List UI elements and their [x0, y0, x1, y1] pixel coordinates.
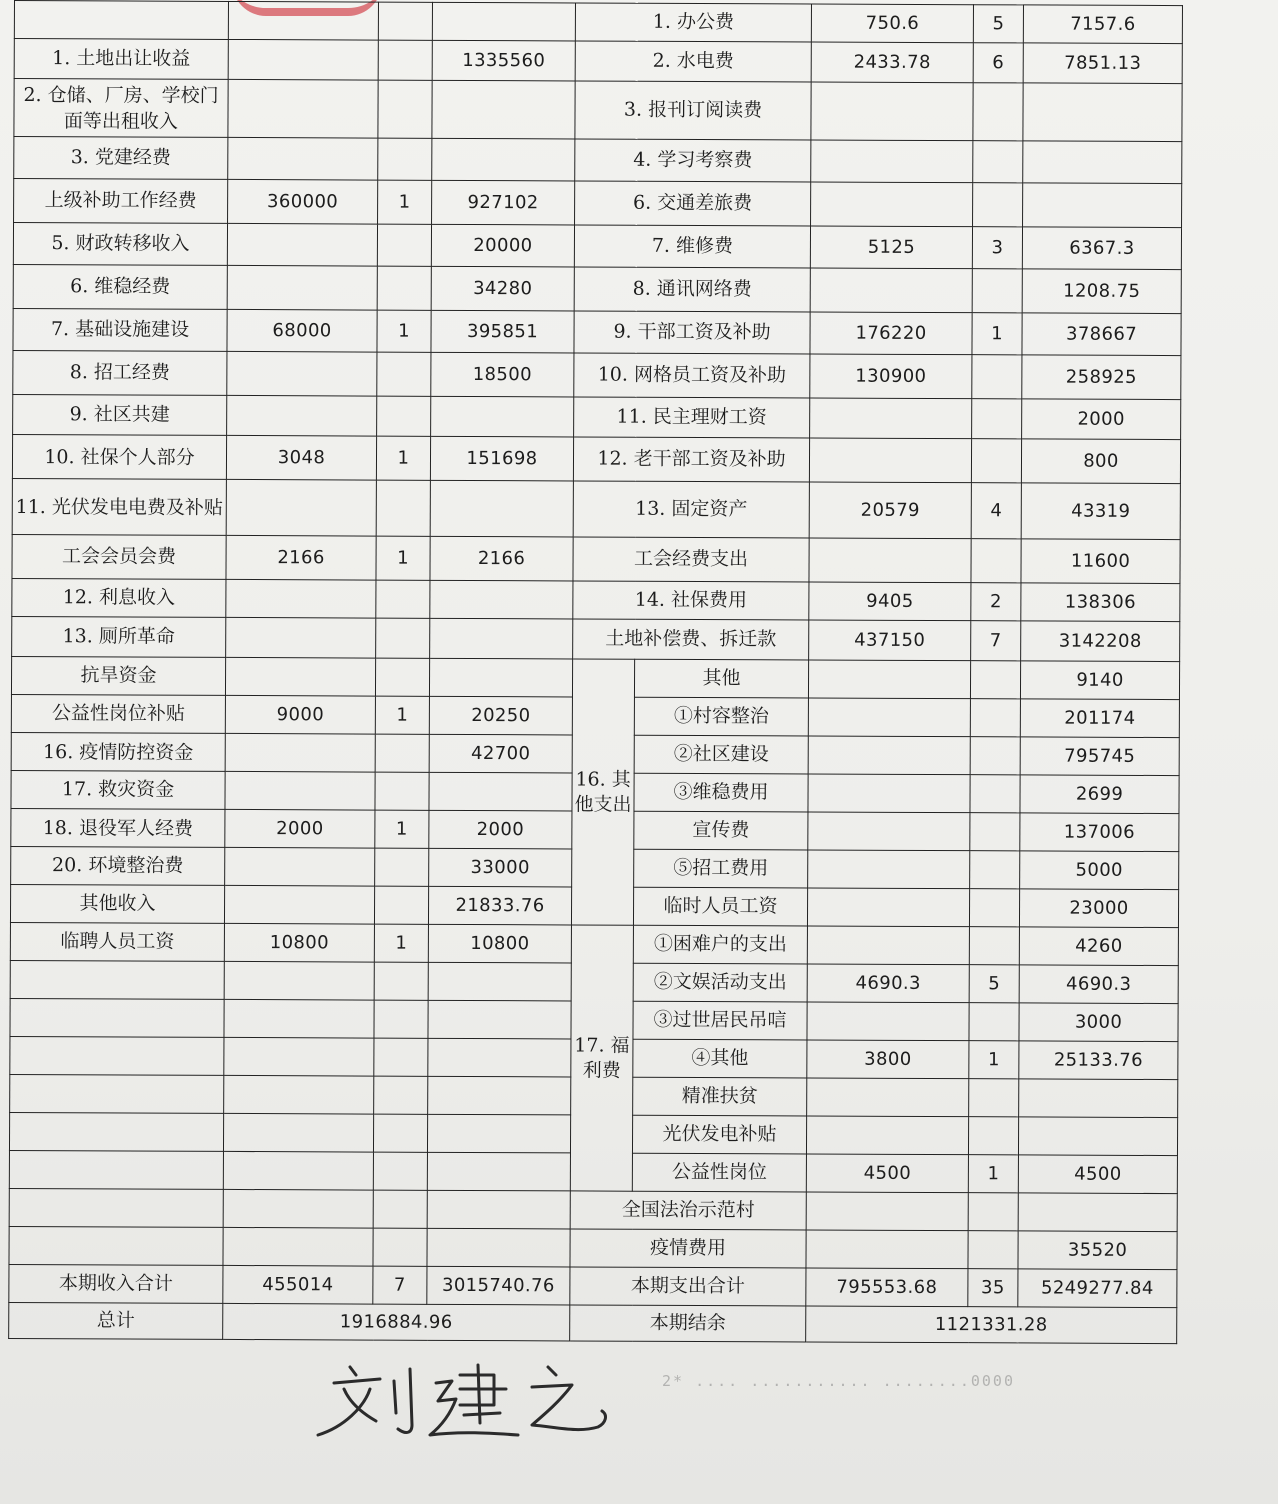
expense-group-label: 17. 福利费	[570, 925, 633, 1191]
income-cumulative-amount: 20000	[431, 224, 574, 267]
expense-total-amount: 795553.68	[806, 1268, 968, 1307]
income-cumulative-amount: 395851	[431, 310, 574, 353]
expense-voucher-count: 4	[971, 483, 1021, 539]
expense-cumulative-amount: 2000	[1022, 399, 1181, 440]
expense-current-amount: 5125	[810, 226, 972, 269]
income-item-label: 2. 仓储、厂房、学校门面等出租收入	[14, 79, 228, 138]
income-current-amount	[225, 847, 375, 886]
expense-cumulative-amount: 3142208	[1021, 621, 1180, 662]
income-voucher-count: 1	[375, 696, 429, 734]
income-current-amount: 3048	[226, 435, 376, 480]
income-total-cumulative: 3015740.76	[427, 1266, 570, 1305]
expense-item-label: 工会经费支出	[573, 537, 809, 582]
income-voucher-count	[373, 1228, 427, 1266]
expense-current-amount	[808, 812, 970, 851]
expense-voucher-count	[969, 927, 1019, 965]
expense-voucher-count	[970, 699, 1020, 737]
table-row	[12, 578, 1180, 621]
table-row	[14, 179, 1182, 228]
expense-cumulative-amount: 5000	[1020, 851, 1179, 890]
income-expense-table	[8, 0, 1183, 1344]
expense-current-amount	[810, 268, 972, 313]
income-current-amount	[228, 79, 378, 138]
income-item-label	[9, 1226, 223, 1265]
table-row	[9, 1188, 1177, 1231]
expense-current-amount	[810, 398, 972, 439]
table-row	[12, 434, 1180, 483]
expense-voucher-count	[970, 737, 1020, 775]
income-item-label: 6. 维稳经费	[13, 264, 227, 309]
income-cumulative-amount: 21833.76	[428, 886, 571, 925]
income-current-amount	[226, 479, 376, 536]
expense-voucher-count	[972, 399, 1022, 439]
expense-voucher-count: 5	[969, 965, 1019, 1003]
income-item-label	[9, 1112, 223, 1151]
expense-item-label: 13. 固定资产	[573, 481, 809, 538]
income-cumulative-amount	[428, 962, 571, 1001]
income-voucher-count: 1	[376, 436, 430, 480]
expense-cumulative-amount: 378667	[1022, 313, 1181, 356]
expense-voucher-count	[969, 889, 1019, 927]
income-voucher-count	[376, 480, 430, 536]
expense-item-label: 3. 报刊订阅读费	[575, 81, 811, 140]
expense-cumulative-amount: 6367.3	[1022, 227, 1181, 270]
expense-item-label: 10. 网格员工资及补助	[574, 353, 810, 398]
expense-item-label: 疫情费用	[570, 1229, 806, 1268]
expense-subitem-label: 其他	[634, 659, 808, 698]
table-row	[14, 39, 1182, 84]
expense-current-amount	[808, 850, 970, 889]
income-voucher-count	[375, 734, 429, 772]
income-cumulative-amount: 927102	[432, 180, 575, 225]
expense-item-label: 全国法治示范村	[570, 1191, 806, 1230]
income-item-label: 18. 退役军人经费	[11, 808, 225, 847]
income-item-label: 16. 疫情防控资金	[11, 732, 225, 771]
income-current-amount	[228, 137, 378, 180]
expense-voucher-count: 1	[969, 1041, 1019, 1079]
income-cumulative-amount	[430, 480, 573, 537]
income-item-label: 抗旱资金	[11, 656, 225, 695]
expense-cumulative-amount: 3000	[1019, 1003, 1178, 1042]
income-current-amount	[224, 961, 374, 1000]
income-cumulative-amount: 42700	[429, 734, 572, 773]
expense-current-amount	[811, 82, 973, 141]
income-total-label: 本期收入合计	[9, 1264, 223, 1303]
expense-voucher-count	[969, 1079, 1019, 1117]
expense-cumulative-amount: 138306	[1021, 583, 1180, 622]
expense-voucher-count	[973, 141, 1023, 183]
income-current-amount: 360000	[228, 179, 378, 224]
expense-current-amount: 20579	[809, 482, 971, 539]
expense-current-amount	[809, 538, 971, 583]
grand-total-row	[9, 1302, 1177, 1343]
expense-item-label: 11. 民主理财工资	[574, 397, 810, 438]
expense-total-cumulative: 5249277.84	[1018, 1269, 1177, 1308]
income-item-label: 5. 财政转移收入	[13, 223, 227, 266]
income-item-label: 12. 利息收入	[12, 578, 226, 617]
expense-total-label: 本期支出合计	[570, 1267, 806, 1306]
expense-cumulative-amount	[1023, 183, 1182, 228]
income-cumulative-amount	[429, 658, 572, 697]
expense-cumulative-amount: 800	[1021, 439, 1180, 484]
expense-subitem-label: ①困难户的支出	[633, 925, 807, 964]
income-voucher-count	[373, 1114, 427, 1152]
income-item-label	[10, 960, 224, 999]
expense-item-label: 2. 水电费	[575, 41, 811, 82]
expense-cumulative-amount: 4500	[1018, 1155, 1177, 1194]
income-item-label	[10, 998, 224, 1037]
expense-voucher-count: 3	[972, 227, 1022, 269]
income-current-amount	[228, 39, 378, 80]
expense-cumulative-amount: 4260	[1019, 927, 1178, 966]
income-voucher-count	[378, 2, 432, 40]
income-current-amount	[225, 733, 375, 772]
income-cumulative-amount	[432, 2, 575, 41]
expense-current-amount	[809, 438, 971, 483]
income-current-amount	[227, 351, 377, 396]
expense-voucher-count	[970, 775, 1020, 813]
expense-subitem-label: ⑤招工费用	[634, 849, 808, 888]
expense-current-amount	[806, 1116, 968, 1155]
income-cumulative-amount	[429, 772, 572, 811]
expense-subitem-label: ①村容整治	[634, 697, 808, 736]
income-total-amount: 455014	[223, 1265, 373, 1304]
income-item-label: 公益性岗位补贴	[11, 694, 225, 733]
expense-subitem-label: 宣传费	[634, 811, 808, 850]
table-row	[14, 1, 1182, 44]
balance-label: 本期结余	[570, 1305, 806, 1342]
income-item-label	[9, 1188, 223, 1227]
expense-voucher-count	[973, 83, 1023, 141]
table-row	[9, 1226, 1177, 1269]
expense-cumulative-amount: 25133.76	[1019, 1041, 1178, 1080]
income-item-label: 其他收入	[10, 884, 224, 923]
income-voucher-count: 1	[375, 810, 429, 848]
expense-cumulative-amount	[1018, 1117, 1177, 1156]
expense-cumulative-amount: 1208.75	[1022, 269, 1181, 314]
expense-subitem-label: ③过世居民吊唁	[633, 1001, 807, 1040]
income-cumulative-amount: 151698	[430, 436, 573, 481]
income-cumulative-amount	[430, 618, 573, 659]
income-cumulative-amount	[428, 1038, 571, 1077]
expense-cumulative-amount: 11600	[1021, 539, 1180, 584]
expense-current-amount: 3800	[807, 1040, 969, 1079]
income-current-amount	[224, 1037, 374, 1076]
expense-cumulative-amount	[1019, 1079, 1178, 1118]
income-voucher-count	[374, 1076, 428, 1114]
expense-cumulative-amount	[1023, 141, 1182, 184]
table-row	[12, 616, 1180, 661]
income-current-amount	[225, 771, 375, 810]
income-voucher-count	[378, 40, 432, 80]
expense-current-amount	[806, 1230, 968, 1269]
expense-voucher-count	[969, 1003, 1019, 1041]
expense-voucher-count	[968, 1117, 1018, 1155]
expense-cumulative-amount: 43319	[1021, 483, 1180, 540]
income-voucher-count	[375, 772, 429, 810]
income-current-amount: 2166	[226, 535, 376, 580]
income-voucher-count	[377, 224, 431, 266]
income-current-amount	[226, 617, 376, 658]
income-item-label: 1. 土地出让收益	[14, 39, 228, 80]
expense-item-label: 9. 干部工资及补助	[574, 311, 810, 354]
expense-current-amount	[808, 660, 970, 699]
handwritten-signature	[310, 1355, 610, 1445]
expense-subitem-label: 精准扶贫	[633, 1077, 807, 1116]
expense-current-amount: 4500	[806, 1154, 968, 1193]
period-total-row	[9, 1264, 1177, 1307]
income-cumulative-amount	[427, 1114, 570, 1153]
income-item-label: 临聘人员工资	[10, 922, 224, 961]
table-row	[13, 223, 1181, 270]
income-item-label: 工会会员会费	[12, 534, 226, 579]
income-voucher-count	[377, 266, 431, 310]
expense-cumulative-amount: 795745	[1020, 737, 1179, 776]
income-voucher-count	[377, 396, 431, 436]
expense-cumulative-amount: 201174	[1020, 699, 1179, 738]
expense-cumulative-amount	[1018, 1193, 1177, 1232]
income-voucher-count: 1	[377, 310, 431, 352]
income-cumulative-amount	[430, 580, 573, 619]
income-current-amount: 2000	[225, 809, 375, 848]
income-voucher-count	[374, 1038, 428, 1076]
expense-current-amount: 130900	[810, 354, 972, 399]
table-row	[10, 922, 1178, 965]
expense-current-amount: 750.6	[811, 4, 973, 43]
income-current-amount	[224, 1075, 374, 1114]
expense-item-label: 7. 维修费	[574, 225, 810, 268]
expense-voucher-count	[968, 1231, 1018, 1269]
table-row	[13, 264, 1181, 313]
income-current-amount: 10800	[224, 923, 374, 962]
income-current-amount	[227, 395, 377, 436]
income-item-label	[10, 1074, 224, 1113]
expense-voucher-count: 7	[971, 621, 1021, 661]
income-cumulative-amount	[427, 1190, 570, 1229]
income-voucher-count: 1	[378, 180, 432, 224]
table-row	[13, 350, 1181, 399]
income-current-amount	[223, 1113, 373, 1152]
balance-value: 1121331.28	[806, 1306, 1177, 1344]
expense-current-amount: 437150	[809, 620, 971, 661]
expense-current-amount	[807, 926, 969, 965]
income-item-label: 13. 厕所革命	[12, 616, 226, 657]
grand-total-value: 1916884.96	[223, 1303, 570, 1341]
income-cumulative-amount	[427, 1152, 570, 1191]
table-row	[13, 394, 1181, 439]
expense-cumulative-amount	[1023, 83, 1182, 142]
expense-subitem-label: ②社区建设	[634, 735, 808, 774]
income-current-amount	[224, 999, 374, 1038]
income-item-label: 11. 光伏发电电费及补贴	[12, 478, 226, 535]
income-cumulative-amount: 2000	[429, 810, 572, 849]
income-item-label: 8. 招工经费	[13, 350, 227, 395]
expense-subitem-label: ③维稳费用	[634, 773, 808, 812]
income-current-amount	[228, 1, 378, 40]
income-cumulative-amount	[432, 138, 575, 181]
expense-voucher-count	[972, 355, 1022, 399]
expense-item-label: 6. 交通差旅费	[575, 181, 811, 226]
expense-subitem-label: ④其他	[633, 1039, 807, 1078]
income-item-label: 10. 社保个人部分	[12, 434, 226, 479]
income-current-amount	[227, 265, 377, 310]
expense-current-amount	[808, 736, 970, 775]
expense-total-count: 35	[968, 1269, 1018, 1307]
expense-voucher-count: 1	[972, 313, 1022, 355]
expense-current-amount	[806, 1192, 968, 1231]
table-row	[14, 137, 1182, 184]
expense-voucher-count	[970, 813, 1020, 851]
expense-item-label: 1. 办公费	[575, 3, 811, 42]
table-row	[12, 534, 1180, 583]
expense-item-label: 8. 通讯网络费	[574, 267, 810, 312]
income-cumulative-amount	[431, 396, 574, 437]
expense-cumulative-amount: 4690.3	[1019, 965, 1178, 1004]
expense-current-amount	[808, 698, 970, 737]
expense-item-label: 4. 学习考察费	[575, 139, 811, 182]
expense-voucher-count: 1	[968, 1155, 1018, 1193]
income-cumulative-amount	[428, 1000, 571, 1039]
expense-subitem-label: 临时人员工资	[633, 887, 807, 926]
income-item-label: 3. 党建经费	[14, 137, 228, 180]
expense-item-label: 12. 老干部工资及补助	[573, 437, 809, 482]
income-voucher-count	[378, 80, 432, 138]
table-row	[12, 478, 1180, 539]
expense-subitem-label: 光伏发电补贴	[632, 1115, 806, 1154]
income-item-label: 上级补助工作经费	[14, 179, 228, 224]
income-voucher-count	[373, 1190, 427, 1228]
ledger-sheet	[8, 0, 1184, 1350]
income-voucher-count	[378, 138, 432, 180]
income-item-label: 9. 社区共建	[13, 394, 227, 435]
income-item-label	[9, 1150, 223, 1189]
expense-voucher-count	[971, 539, 1021, 583]
expense-item-label: 14. 社保费用	[573, 581, 809, 620]
expense-voucher-count: 2	[971, 583, 1021, 621]
expense-voucher-count: 5	[973, 5, 1023, 43]
expense-current-amount: 176220	[810, 312, 972, 355]
expense-subitem-label: 公益性岗位	[632, 1153, 806, 1192]
expense-item-label: 土地补偿费、拆迁款	[573, 619, 809, 660]
expense-cumulative-amount: 2699	[1020, 775, 1179, 814]
income-voucher-count	[373, 1152, 427, 1190]
income-voucher-count	[375, 848, 429, 886]
expense-voucher-count	[973, 183, 1023, 227]
expense-cumulative-amount: 7851.13	[1023, 43, 1182, 84]
expense-cumulative-amount: 23000	[1019, 889, 1178, 928]
income-cumulative-amount: 18500	[431, 352, 574, 397]
income-current-amount	[225, 657, 375, 696]
expense-current-amount: 9405	[809, 582, 971, 621]
income-cumulative-amount: 34280	[431, 266, 574, 311]
table-row	[13, 308, 1181, 355]
income-item-label: 17. 救灾资金	[11, 770, 225, 809]
table-row	[14, 79, 1182, 142]
income-voucher-count	[374, 886, 428, 924]
expense-cumulative-amount: 35520	[1018, 1231, 1177, 1270]
income-voucher-count: 1	[374, 924, 428, 962]
income-cumulative-amount: 2166	[430, 536, 573, 581]
expense-cumulative-amount: 137006	[1020, 813, 1179, 852]
income-cumulative-amount	[428, 1076, 571, 1115]
income-current-amount: 9000	[225, 695, 375, 734]
expense-voucher-count	[971, 439, 1021, 483]
income-cumulative-amount: 1335560	[432, 40, 575, 81]
income-cumulative-amount: 20250	[429, 696, 572, 735]
income-current-amount	[223, 1151, 373, 1190]
expense-voucher-count: 6	[973, 43, 1023, 83]
income-current-amount	[226, 579, 376, 618]
income-total-count: 7	[373, 1266, 427, 1304]
expense-group-label: 16. 其他支出	[571, 659, 634, 925]
income-item-label	[10, 1036, 224, 1075]
income-current-amount	[223, 1227, 373, 1266]
expense-cumulative-amount: 9140	[1020, 661, 1179, 700]
grand-total-label: 总计	[9, 1302, 223, 1339]
expense-current-amount	[811, 140, 973, 183]
income-cumulative-amount: 33000	[429, 848, 572, 887]
expense-voucher-count	[968, 1193, 1018, 1231]
income-item-label	[14, 1, 228, 40]
income-voucher-count	[376, 580, 430, 618]
income-cumulative-amount	[432, 80, 575, 139]
expense-voucher-count	[970, 661, 1020, 699]
expense-current-amount: 4690.3	[807, 964, 969, 1003]
income-current-amount: 68000	[227, 309, 377, 352]
expense-voucher-count	[972, 269, 1022, 313]
income-voucher-count	[374, 1000, 428, 1038]
income-current-amount	[223, 1189, 373, 1228]
income-item-label: 20. 环境整治费	[11, 846, 225, 885]
expense-voucher-count	[970, 851, 1020, 889]
income-voucher-count	[374, 962, 428, 1000]
expense-current-amount: 2433.78	[811, 42, 973, 83]
income-cumulative-amount: 10800	[428, 924, 571, 963]
expense-cumulative-amount: 7157.6	[1023, 5, 1182, 44]
income-voucher-count: 1	[376, 536, 430, 580]
income-cumulative-amount	[427, 1228, 570, 1267]
expense-current-amount	[807, 1078, 969, 1117]
income-voucher-count	[375, 658, 429, 696]
income-voucher-count	[376, 618, 430, 658]
table-row	[11, 656, 1179, 699]
income-current-amount	[224, 885, 374, 924]
income-item-label: 7. 基础设施建设	[13, 308, 227, 351]
faint-printed-mark: 2* .... ........... ........0000	[662, 1372, 1015, 1390]
expense-current-amount	[811, 182, 973, 227]
table-body	[9, 1, 1183, 1344]
expense-current-amount	[808, 774, 970, 813]
expense-cumulative-amount: 258925	[1022, 355, 1181, 400]
expense-current-amount	[807, 1002, 969, 1041]
income-voucher-count	[377, 352, 431, 396]
expense-current-amount	[807, 888, 969, 927]
income-current-amount	[227, 223, 377, 266]
expense-subitem-label: ②文娱活动支出	[633, 963, 807, 1002]
